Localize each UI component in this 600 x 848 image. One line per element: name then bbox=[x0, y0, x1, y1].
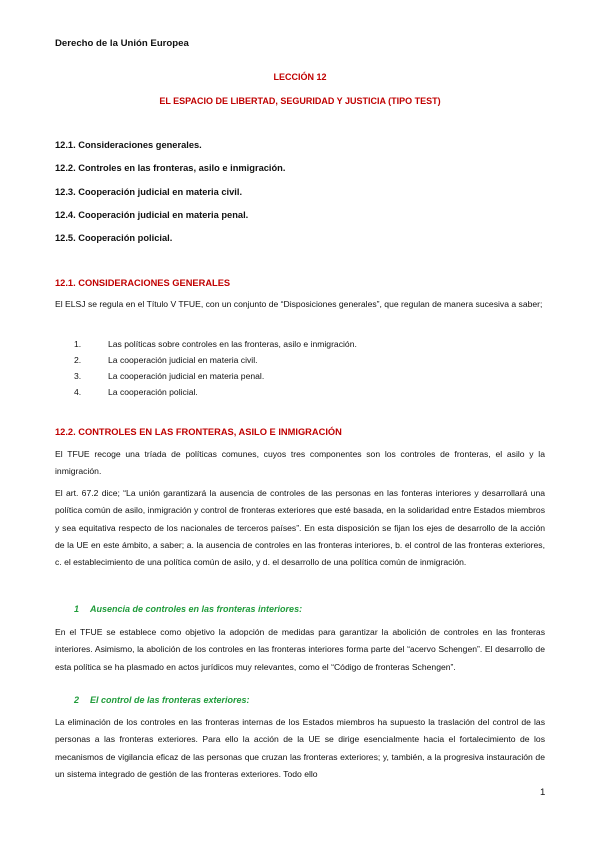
list-item: 1. Las políticas sobre controles en las fronteras, asilo e inmigración. bbox=[74, 339, 357, 349]
list-item: 4. La cooperación policial. bbox=[74, 387, 198, 397]
paragraph: En el TFUE se establece como objetivo la adopción de medidas para garantizar la abolición de controles en las fronteras interiores. Asimismo, la abolición de los controles en las fronteras interiores forma parte del “acervo Schengen”. El desarrollo de esta política se ha plasmado en actos jurídicos muy relevantes, como el “Código de fronteras Schengen”. bbox=[55, 627, 545, 672]
subsection-heading: 1 Ausencia de controles en las fronteras interiores: bbox=[74, 604, 303, 614]
lesson-title: EL ESPACIO DE LIBERTAD, SEGURIDAD Y JUSTICIA (TIPO TEST) bbox=[159, 96, 441, 106]
running-header: Derecho de la Unión Europea bbox=[55, 38, 189, 49]
paragraph: El ELSJ se regula en el Título V TFUE, con un conjunto de “Disposiciones generales”, que regulan de manera sucesiva a saber; bbox=[55, 299, 543, 309]
paragraph: El TFUE recoge una tríada de políticas comunes, cuyos tres componentes son los controles de fronteras, el asilo y la inmigración. bbox=[55, 449, 545, 477]
list-item: 2. La cooperación judicial en materia civil. bbox=[74, 355, 258, 365]
page-number: 1 bbox=[540, 787, 546, 798]
paragraph: El art. 67.2 dice; “La unión garantizará la ausencia de controles de las personas en las fonteras interiores y desarrollará una política común de asilo, inmigración y control de fronteras exteriores que esté basada, en la solidaridad entre Estados miembros y sea equitativa respecto de los nacionales de terceros países”. En esta disposición se fijan los ejes de desarrollo de la acción de la UE en este ámbito, a saber; a. la ausencia de controles en las fronteras interiores, b. el control de las fronteras exteriores, c. el establecimiento de una política común de asilo, y d. el desarrollo de una política común de inmigración. bbox=[55, 488, 545, 568]
paragraph: La eliminación de los controles en las fronteras internas de los Estados miembros ha supuesto la traslación del control de las personas a las fronteras exteriores. Para ello la acción de la UE se dirige esencialmente hacia el fortalecimiento de los mecanismos de vigilancia eficaz de las personas que cruzan las fronteras exteriores; y, también, a la progresiva instauración de un sistema integrado de gestión de las fronteras exteriores. Todo ello bbox=[55, 717, 545, 779]
section-heading: 12.2. CONTROLES EN LAS FRONTERAS, ASILO E INMIGRACIÓN bbox=[55, 427, 342, 437]
list-item: 3. La cooperación judicial en materia penal. bbox=[74, 371, 265, 381]
lesson-number: LECCIÓN 12 bbox=[273, 72, 327, 82]
toc-item: 12.4. Cooperación judicial en materia penal. bbox=[55, 210, 249, 220]
toc-item: 12.2. Controles en las fronteras, asilo e inmigración. bbox=[55, 163, 286, 173]
toc-item: 12.1. Consideraciones generales. bbox=[55, 140, 202, 150]
toc-item: 12.5. Cooperación policial. bbox=[55, 233, 173, 243]
subsection-heading: 2 El control de las fronteras exteriores: bbox=[74, 695, 250, 705]
toc-item: 12.3. Cooperación judicial en materia civil. bbox=[55, 187, 243, 197]
section-heading: 12.1. CONSIDERACIONES GENERALES bbox=[55, 278, 231, 288]
ordered-list bbox=[55, 336, 357, 400]
